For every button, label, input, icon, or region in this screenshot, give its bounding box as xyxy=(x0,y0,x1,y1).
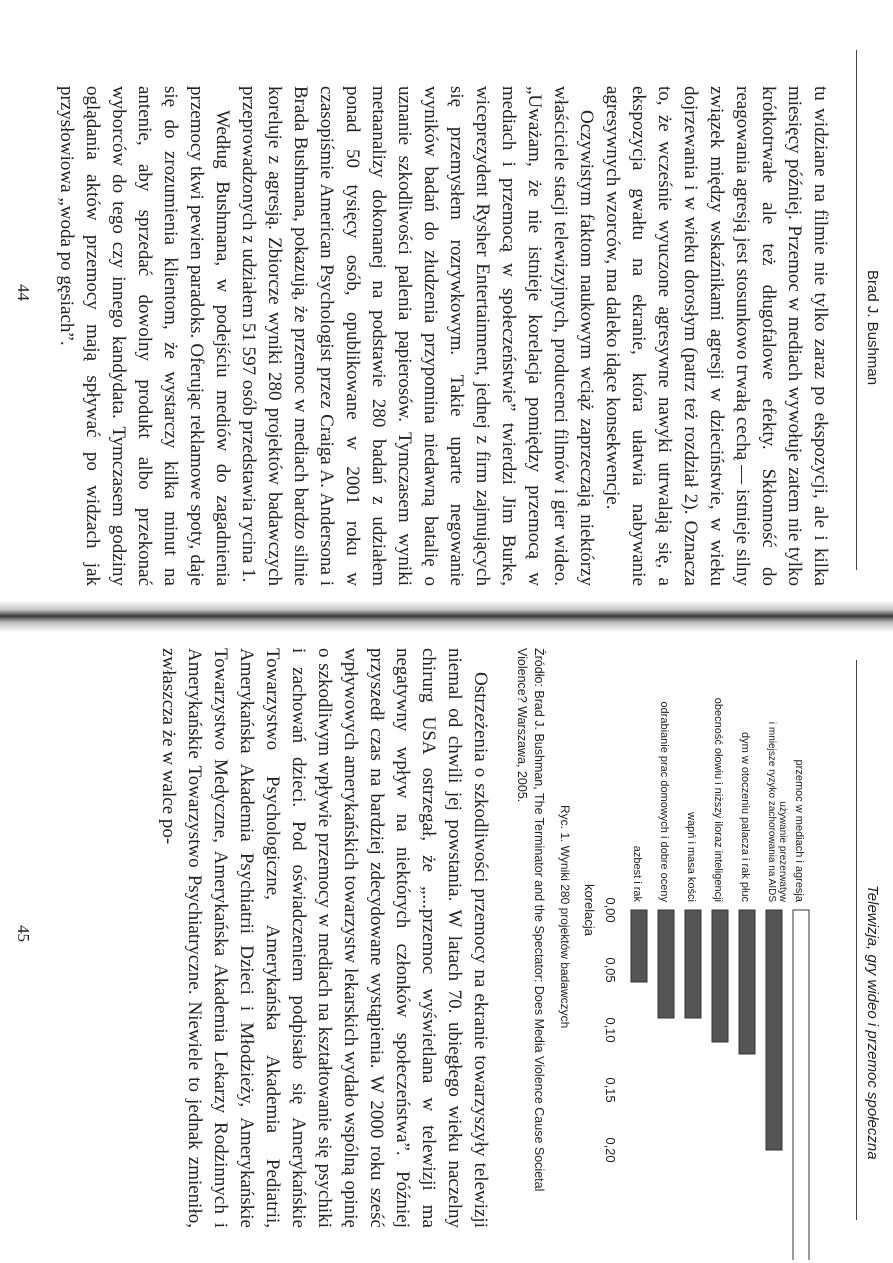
x-tick-label: 0,00 xyxy=(603,897,618,923)
x-tick-label: 0,15 xyxy=(603,1077,618,1103)
running-header-left: Brad J. Bushman xyxy=(864,270,881,386)
page-number-right: 45 xyxy=(14,925,33,942)
left-page xyxy=(0,0,893,610)
bar xyxy=(685,910,701,1018)
paragraph: Według Bushmana, w podejściu mediów do zagadnienia przemocy tkwi pewien paradoks. Oferując reklamowe spoty, daje się do zrozumienia klientom, że wystarczy kilka minut na antenie, aby sprzedać dowolny produkt albo przekonać wyborców do tego czy innego kandydata. Tymczasem godziny oglądania aktów przemocy mają spływać po widzach jak przysłowiowa „woda po gęsiach”. xyxy=(56,86,233,586)
paragraph: tu widziane na filmie nie tylko zaraz po ekspozycji, ale i kilka miesięcy później. Przemoc w mediach wywołuje zatem nie tylko krótkotrwałe ale też długofalowe efekty. Skłonność do reagowania agresją jest stosunkowo trwałą cechą — istnieje silny związek między wskaźnikami agresji w dzieciństwie, w wieku dojrzewania i w wieku dorosłym (patrz też rozdział 2). Oznacza to, że wcześnie wyuczone agresywne nawyki utrwalają się, a ekspozycja gwałtu na ekranie, która ułatwia nabywanie agresywnych wzorców, ma daleko idące konsekwencje. xyxy=(602,86,831,586)
paragraph: Oczywistym faktom naukowym wciąż zaprzeczają niektórzy właściciele stacji telewizyjnych, producenci filmów i gier wideo. „Uważam, że nie istnieje korelacja pomiędzy przemocą w mediach i przemocą w społeczeństwie” twierdzi Jim Burke, wiceprezydent Rysher Entertainment, jednej z firm zajmujących się przemysłem rozrywkowym. Takie uparte negowanie wyników badań do złudzenia przypomina niedawną batalię o uznanie szkodliwości palenia papierosów. Tymczasem wyniki metaanalizy dokonanej na podstawie 280 badań z udziałem ponad 50 tysięcy osób, opublikowane w 2001 roku w czasopiśmie American Psychologist przez Craiga A. Andersona i Brada Bushmana, pokazują, że przemoc w mediach bardzo silnie koreluje z agresją. Zbiorcze wyniki 280 projektów badawczych przeprowadzonych z udziałem 51 597 osób przedstawia rycina 1. xyxy=(238,86,597,586)
bar xyxy=(793,910,809,1260)
x-tick-label: 0,20 xyxy=(603,1137,618,1163)
page-number-left: 44 xyxy=(14,284,33,301)
bar xyxy=(712,910,728,1042)
category-label: obecność ołowiu i niższy iloraz inteligencji xyxy=(712,697,724,902)
bar xyxy=(766,910,782,1150)
category-label: dym w otoczeniu palacza i rak płuc xyxy=(739,732,751,902)
category-label: przemoc w mediach i agresja xyxy=(793,759,805,902)
category-label: używanie prezerwatyw xyxy=(777,801,788,902)
category-label: i mniejsze ryzyko zachorowania na AIDS xyxy=(766,721,777,902)
figure-source: Źródło: Brad J. Bushman, The Terminator and the Spectator: Does Media Violence Cause Societal Violence? Warszawa, 2005. xyxy=(515,648,546,1192)
right-body-text xyxy=(155,648,493,1228)
bar xyxy=(631,910,647,982)
category-label: odrabianie prac domowych i dobre oceny xyxy=(658,701,670,902)
category-label: wapń i masa kości xyxy=(685,812,697,902)
header-rule-left xyxy=(856,50,857,570)
x-tick-label: 0,05 xyxy=(603,957,618,983)
running-header-right: Telewizja, gry wideo i przemoc społeczna xyxy=(864,885,881,1160)
header-rule-right xyxy=(856,660,857,1220)
paragraph: Ostrzeżenia o szkodliwości przemocy na ekranie towarzyszyły telewizji niemal od chwili jej powstania. W latach 70. ubiegłego wieku naczelny chirurg USA ostrzegał, że „...przemoc wyświetlana w telewizji ma negatywny wpływ na niektórych członków społeczeństwa”. Później przyszedł czas na bardziej zdecydowane wystąpienia. W 2000 roku sześć wpływowych amerykańskich towarzystw lekarskich wydało wspólną opinię o szkodliwym wpływie przemocy w mediach na kształtowanie się psychiki i zachowań dzieci. Pod oświadczeniem podpisało się Amerykańskie Towarzystwo Psychologiczne, Amerykańska Akademia Pediatrii, Amerykańska Akademia Psychiatrii Dzieci i Młodzieży, Amerykańskie Towarzystwo Medyczne, Amerykańska Akademia Lekarzy Rodzinnych i Amerykańskie Towarzystwo Psychiatryczne. Niewiele to jednak zmieniło, zwłaszcza że w walce po- xyxy=(158,648,491,1228)
x-axis-label: korelacja xyxy=(582,883,597,937)
correlation-bar-chart xyxy=(578,620,853,1260)
x-tick-labels xyxy=(603,897,618,1162)
category-labels xyxy=(631,698,805,903)
bar xyxy=(739,910,755,1054)
figure-caption: Ryc. 1. Wyniki 280 projektów badawczych xyxy=(558,805,572,1029)
x-tick-label: 0,10 xyxy=(603,1017,618,1043)
bar xyxy=(658,910,674,1018)
bars xyxy=(631,910,809,1260)
left-body-text xyxy=(53,86,833,586)
category-label: azbest i rak xyxy=(631,845,643,902)
right-page xyxy=(0,620,893,1263)
